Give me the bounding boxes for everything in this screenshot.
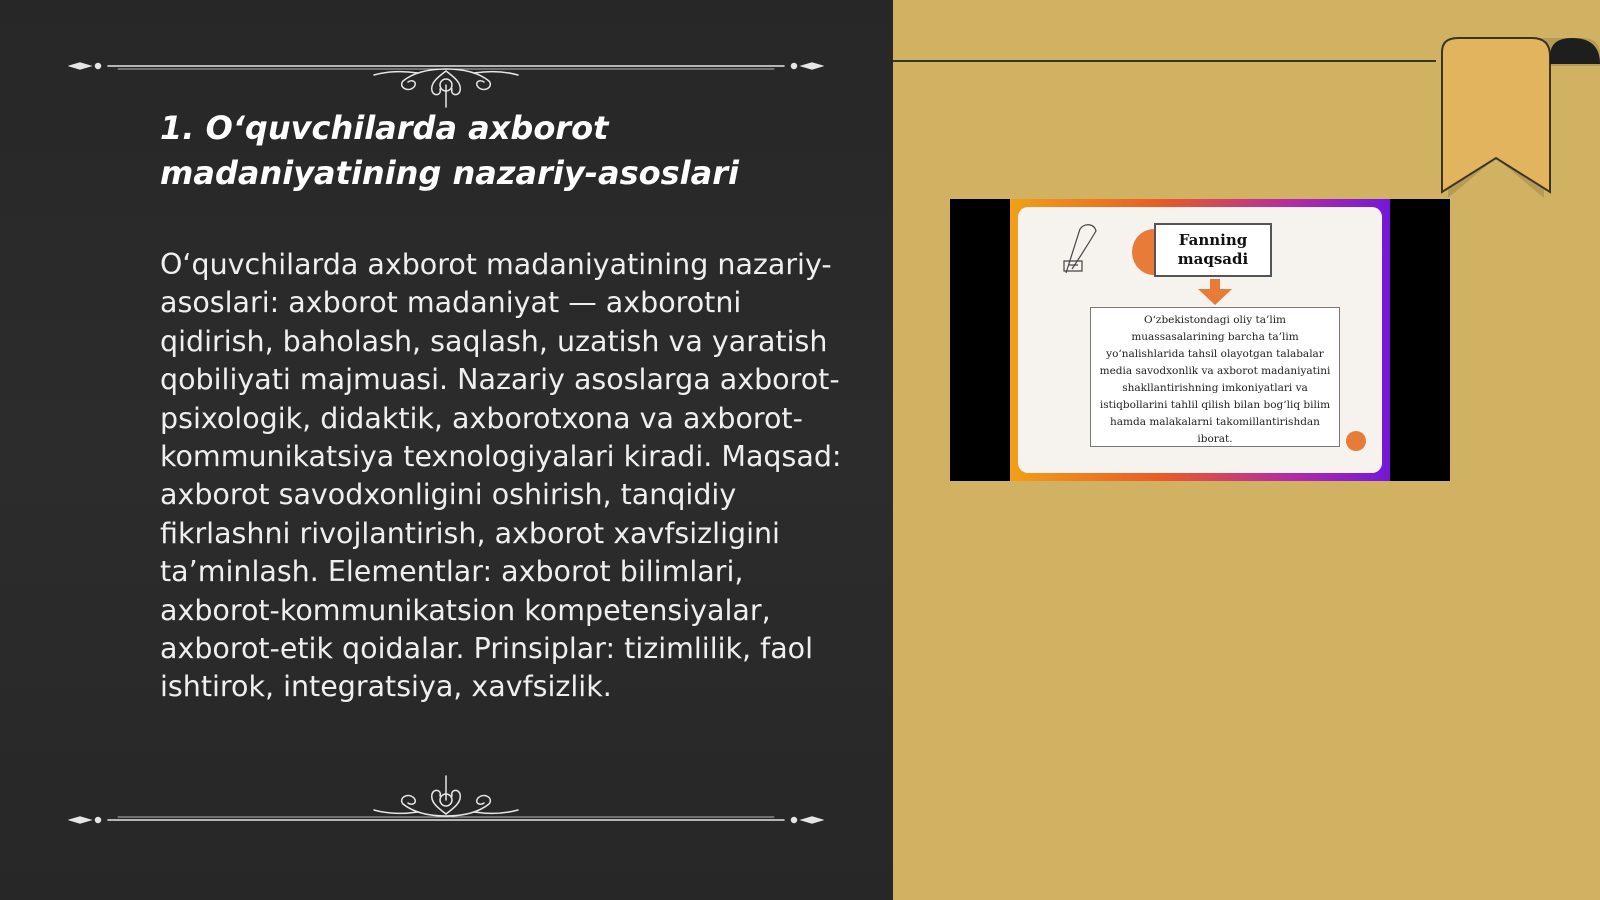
down-arrow-icon [1198, 279, 1232, 305]
goal-heading-box: Fanning maqsadi [1154, 223, 1272, 277]
decorative-orange-dot [1346, 431, 1366, 451]
slide-title: 1. O‘quvchilarda axborot madaniyatining nazariy-asoslari [160, 109, 739, 192]
image-card-inner [1018, 207, 1382, 473]
embedded-slide-image [950, 199, 1450, 481]
quill-icon [1060, 221, 1100, 275]
header-divider-line [893, 60, 1436, 62]
bottom-ornament-divider [68, 770, 824, 830]
slide-body-text: O‘quvchilarda axborot madaniyatining nazariy-asoslari: axborot madaniyat — axborotni qidirish, baholash, saqlash, uzatish va yaratish qobiliyati majmuasi. Nazariy asoslarga axborot-psixologik, didaktik, axborotxona va axborot-kommunikatsiya texnologiyalari kiradi. Maqsad: axborot savodxonligini oshirish, tanqidiy fikrlashni rivojlantirish, axborot xavfsizligini ta’minlash. Elementlar: axborot bilimlari, axborot-kommunikatsion kompetensiyalar, axborot-etik qoidalar. Prinsiplar: tizimlilik, faol ishtirok, integratsiya, xavfsizlik. [160, 248, 842, 704]
goal-description-box: O‘zbekistondagi oliy ta’lim muassasalarining barcha ta’lim yo‘nalishlarida tahsil olayotgan talabalar media savodxonlik va axborot madaniyatini shakllantirishning imkoniyatlari va istiqbollarini tahlil qilish bilan bog‘liq bilim hamda malakalarni takomillantirishdan iborat. [1090, 307, 1340, 447]
bookmark-ribbon-icon [1432, 36, 1600, 198]
image-card [1010, 199, 1390, 481]
